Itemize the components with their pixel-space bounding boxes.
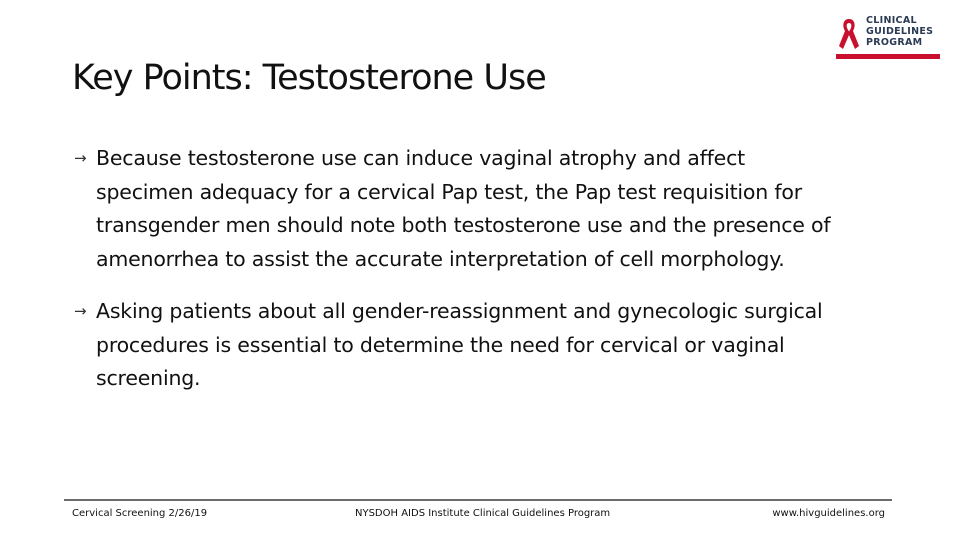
awareness-ribbon-icon xyxy=(836,16,862,54)
arrow-right-icon: → xyxy=(74,302,87,320)
bullet-list xyxy=(74,142,834,396)
slide-title: Key Points: Testosterone Use xyxy=(72,58,546,98)
bullet-item xyxy=(74,295,834,396)
logo-red-strip xyxy=(836,54,940,59)
logo-text-line-1: CLINICAL xyxy=(866,15,917,26)
footer-center-text: NYSDOH AIDS Institute Clinical Guidelines Program xyxy=(355,508,611,519)
footer-website-link[interactable]: www.hivguidelines.org xyxy=(772,508,885,519)
clinical-guidelines-logo xyxy=(832,14,940,62)
logo-text-line-3: PROGRAM xyxy=(866,37,923,48)
logo-text-line-2: GUIDELINES xyxy=(866,26,934,37)
arrow-right-icon: → xyxy=(74,149,87,167)
bullet-text: Asking patients about all gender-reassignment and gynecologic surgical procedures is essential to determine the need for cervical or vaginal screening. xyxy=(96,299,823,390)
bullet-text: Because testosterone use can induce vaginal atrophy and affect specimen adequacy for a cervical Pap test, the Pap test requisition for transgender men should note both testosterone use and the presence of amenorrhea to assist the accurate interpretation of cell morphology. xyxy=(96,146,831,271)
footer-left-text: Cervical Screening 2/26/19 xyxy=(72,508,208,519)
footer-divider xyxy=(64,499,892,501)
bullet-item xyxy=(74,142,834,276)
